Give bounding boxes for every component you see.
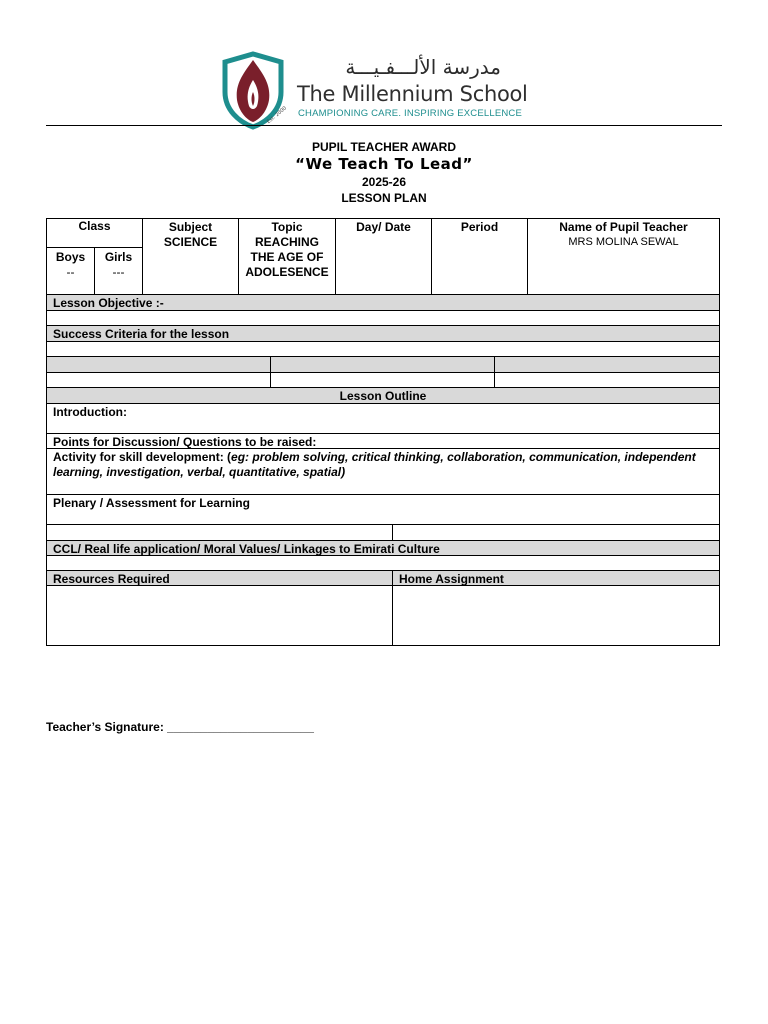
academic-year: 2025-26 [361,175,407,189]
subject-value: SCIENCE [163,235,218,249]
award-title: PUPIL TEACHER AWARD [311,140,456,154]
topic-value: REACHING THE AGE OF ADOLESENCE [245,235,329,279]
school-name: The Millennium School [297,82,528,106]
activity-examples: eg: problem solving, critical thinking, collaboration, communication, independent learning, investigation, verbal, quantitative, spatial) [53,450,696,479]
blank-left-field[interactable] [46,524,393,541]
period-label: Period [460,220,499,234]
home-assignment-header: Home Assignment [392,570,720,586]
girls-cell [94,247,143,295]
pupil-teacher-cell [527,218,720,295]
resources-field[interactable] [46,585,393,646]
topic-label: Topic [271,220,303,234]
school-tagline: CHAMPIONING CARE. INSPIRING EXCELLENCE [298,108,523,119]
resources-header: Resources Required [46,570,393,586]
subject-cell [142,218,239,295]
home-assignment-field[interactable] [392,585,720,646]
boys-value: -- [66,265,75,279]
boys-cell [46,247,95,295]
subject-label: Subject [168,220,213,234]
points-discussion-field[interactable]: Points for Discussion/ Questions to be raised: [46,433,720,449]
success-criteria-header: Success Criteria for the lesson [46,325,720,342]
lesson-plan-title: LESSON PLAN [341,191,427,205]
blank-right-field[interactable] [392,524,720,541]
day-date-label: Day/ Date [356,220,411,234]
ccl-field[interactable] [46,555,720,571]
lesson-plan-table [46,218,720,646]
teacher-signature-line[interactable]: Teacher’s Signature: ______________________ [46,720,314,734]
est-text: Est. 2000 [265,105,288,126]
criteria-col-3-field[interactable] [494,372,720,388]
girls-value: --- [112,265,125,279]
ccl-header: CCL/ Real life application/ Moral Values/ Linkages to Emirati Culture [46,540,720,556]
activity-label: Activity for skill development: ( [53,450,232,464]
lesson-objective-header: Lesson Objective :- [46,294,720,311]
girls-label: Girls [104,250,133,264]
pupil-teacher-label: Name of Pupil Teacher [559,220,688,234]
school-logo [221,52,528,128]
introduction-field[interactable]: Introduction: [46,403,720,434]
criteria-col-2-header [270,356,495,373]
header-divider [46,125,722,126]
boys-label: Boys [55,250,86,264]
school-crest-icon [221,52,288,128]
day-date-cell [335,218,432,295]
period-cell [431,218,528,295]
success-criteria-field[interactable] [46,341,720,357]
lesson-outline-header: Lesson Outline [46,387,720,404]
criteria-col-3-header [494,356,720,373]
plenary-field[interactable]: Plenary / Assessment for Learning [46,494,720,525]
criteria-col-1-field[interactable] [46,372,271,388]
motto-title: “We Teach To Lead” [295,155,473,173]
criteria-col-1-header [46,356,271,373]
document-titles [0,140,768,206]
topic-cell [238,218,336,295]
activity-field[interactable] [46,448,720,495]
arabic-school-name: مدرسة الألـــفـيـــة [345,55,501,79]
class-label: Class [78,219,111,233]
criteria-col-2-field[interactable] [270,372,495,388]
pupil-teacher-value: MRS MOLINA SEWAL [568,236,679,248]
lesson-objective-field[interactable] [46,310,720,326]
